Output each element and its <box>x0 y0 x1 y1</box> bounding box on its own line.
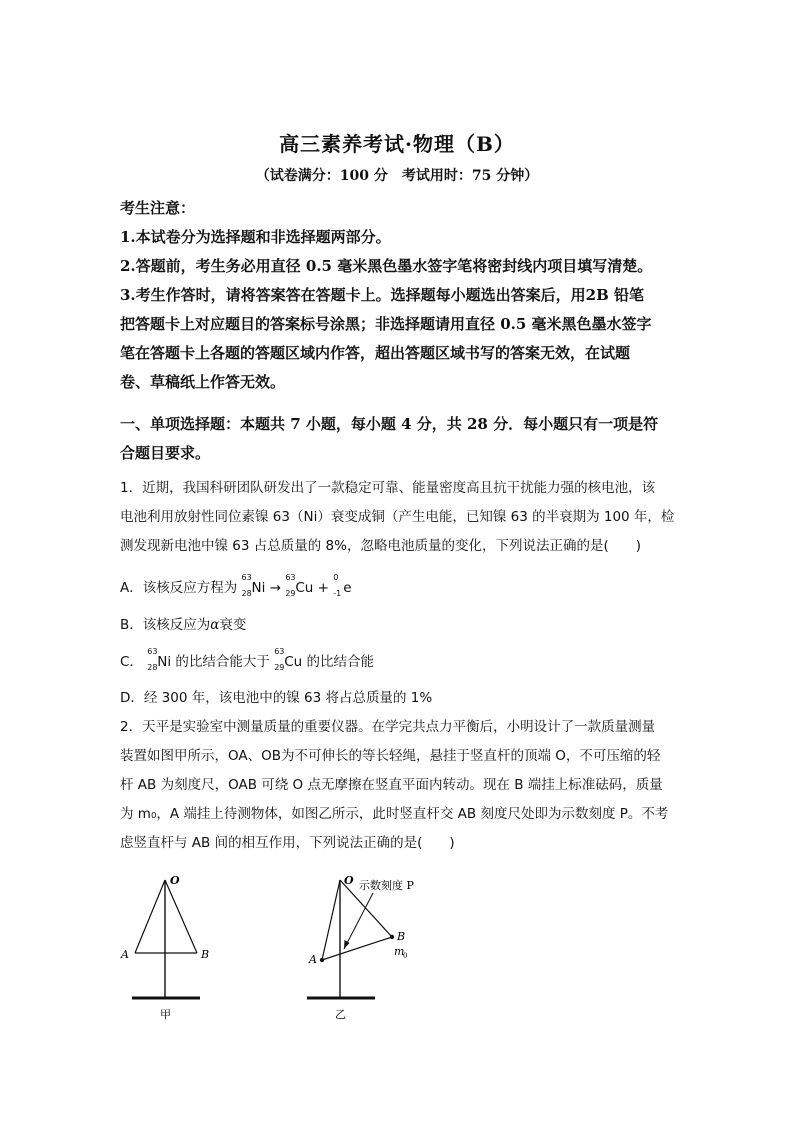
q1-option-c <box>120 647 374 672</box>
q2-stem-line: 2．天平是实验室中测量质量的重要仪器。在学完共点力平衡后，小明设计了一款质量测量 <box>120 719 656 735</box>
page-subtitle: （试卷满分：100 分 考试用时：75 分钟） <box>255 168 539 184</box>
label-b: B <box>397 930 406 943</box>
q1-option-b <box>120 613 246 633</box>
notice-item: 卷、草稿纸上作答无效。 <box>120 373 286 391</box>
notice-item: 3.考生作答时，请将答案答在答题卡上。选择题每小题选出答案后，用2B 铅笔 <box>120 286 644 304</box>
notice-item: 笔在答题卡上各题的答题区域内作答，超出答题区域书写的答案无效，在试题 <box>120 344 631 362</box>
balance-figures <box>100 860 460 1030</box>
arrow-symbol: → <box>269 580 282 596</box>
label-a: A <box>309 953 317 966</box>
pointer-arrow <box>344 893 373 949</box>
arrow-head <box>344 940 350 949</box>
page-title: 高三素养考试·物理（B） <box>279 132 515 156</box>
rope-oa <box>322 880 340 960</box>
q1-stem-line: 电池利用放射性同位素镍 63（Ni）衰变成铜（产生电能，已知镍 63 的半衰期为 100 年，检 <box>120 509 675 525</box>
notice-heading: 考生注意： <box>120 199 196 217</box>
nuclide-electron: 0 -1 e <box>333 573 352 598</box>
q1-option-b-suffix: 衰变 <box>219 617 247 633</box>
q2-stem-line: 虑竖直杆与 AB 间的相互作用，下列说法正确的是( ) <box>120 835 455 851</box>
label-m0-sub: 0 <box>403 952 408 960</box>
section-heading-line: 一、单项选择题：本题共 7 小题，每小题 4 分，共 28 分．每小题只有一项是符 <box>120 415 659 433</box>
rod-ab <box>322 937 392 960</box>
label-a: A <box>121 948 129 961</box>
q1-option-c-prefix: C． <box>120 654 143 670</box>
q1-stem-line: 1．近期，我国科研团队研发出了一款稳定可靠、能量密度高且抗干扰能力强的核电池，该 <box>120 480 656 496</box>
caption-yi: 乙 <box>335 1008 346 1021</box>
nuclide-cu: 63 29 Cu + <box>285 573 329 598</box>
point-a <box>320 958 324 962</box>
q1-option-a-prefix: A．该核反应方程为 <box>120 580 238 596</box>
rope-oa <box>135 880 165 953</box>
label-o: O <box>344 874 354 887</box>
q1-stem-line: 测发现新电池中镍 63 占总质量的 8%，忽略电池质量的变化，下列说法正确的是( ) <box>120 538 642 554</box>
nuclide-cu: 63 29 Cu <box>274 647 303 672</box>
point-b <box>390 935 394 939</box>
q2-stem-line: 杆 AB 为刻度尺，OAB 可绕 O 点无摩擦在竖直平面内转动。现在 B 端挂上标准砝码，质量 <box>120 777 663 793</box>
caption-jia: 甲 <box>160 1008 171 1021</box>
section-heading <box>120 410 680 468</box>
section-heading-line: 合题目要求。 <box>120 444 211 462</box>
rope-ob <box>165 880 197 953</box>
q1-option-c-mid: 的比结合能大于 <box>171 654 270 670</box>
label-p: 示数刻度 P <box>359 879 414 892</box>
notice-block <box>120 194 680 397</box>
label-m0: m <box>394 945 405 958</box>
notice-item: 把答题卡上对应题目的答案标号涂黑；非选择题请用直径 0.5 毫米黑色墨水签字 <box>120 315 652 333</box>
nuclide-ni: 63 28 Ni <box>147 647 172 672</box>
figure-yi <box>307 874 414 1021</box>
nuclide-ni: 63 28 Ni <box>241 573 266 598</box>
q1-option-d: D．经 300 年，该电池中的镍 63 将占总质量的 1% <box>120 690 433 706</box>
question-2-stem <box>120 713 680 858</box>
label-o: O <box>170 874 180 887</box>
q1-option-a <box>120 573 352 598</box>
question-1-stem <box>120 474 680 561</box>
figure-jia <box>120 874 209 1021</box>
label-b: B <box>201 948 210 961</box>
notice-item: 2.答题前，考生务必用直径 0.5 毫米黑色墨水签字笔将密封线内项目填写清楚。 <box>120 257 653 275</box>
q1-option-b-prefix: B．该核反应为 <box>120 617 211 633</box>
q1-option-c-suffix: 的比结合能 <box>302 654 374 670</box>
q2-stem-line: 为 m₀，A 端挂上待测物体，如图乙所示，此时竖直杆交 AB 刻度尺处即为示数刻度 P。不考 <box>120 806 669 822</box>
notice-item: 1.本试卷分为选择题和非选择题两部分。 <box>120 228 391 246</box>
alpha-symbol: α <box>210 617 220 633</box>
q2-stem-line: 装置如图甲所示，OA、OB为不可伸长的等长轻绳，悬挂于竖直杆的顶端 O，不可压缩的轻 <box>120 748 661 764</box>
